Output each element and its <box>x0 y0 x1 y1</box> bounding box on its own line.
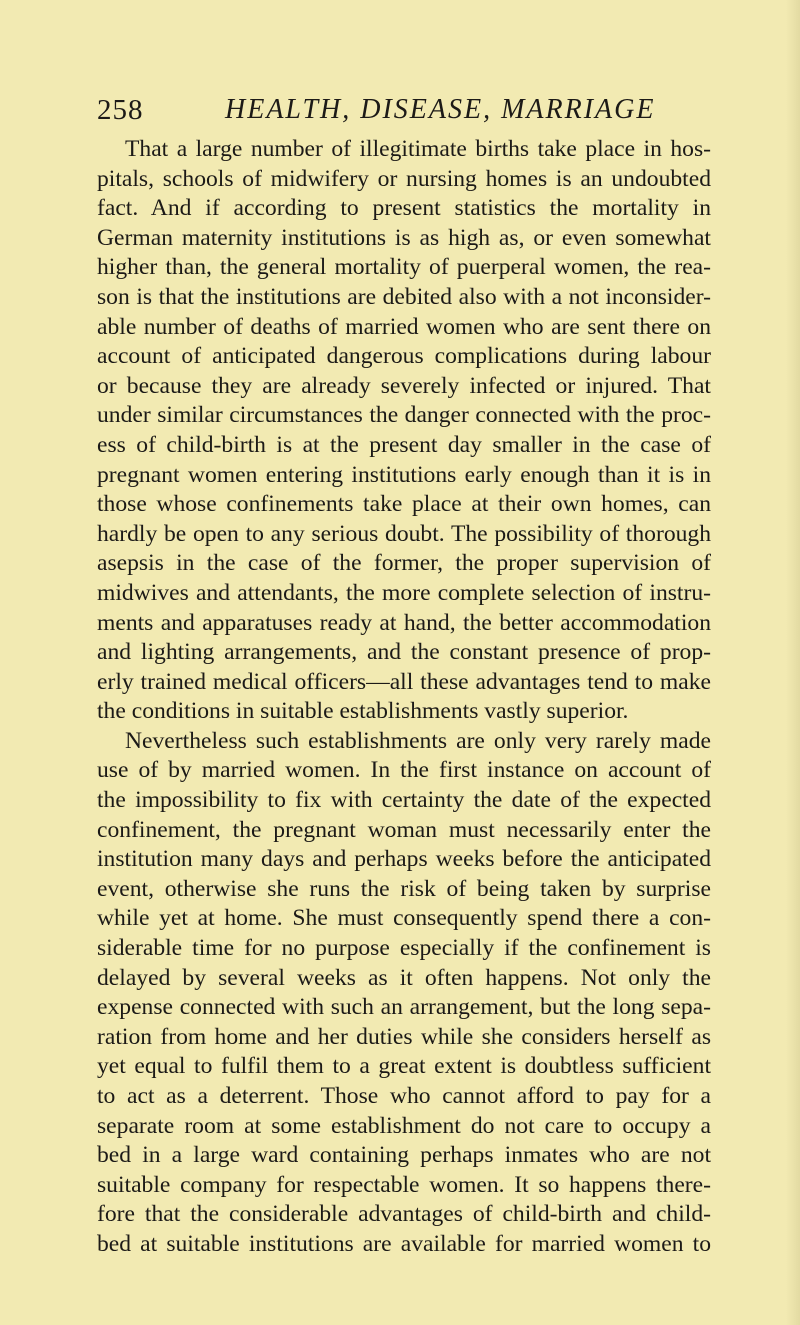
body-text <box>97 135 711 1260</box>
text-line: fact. And if according to present statistics the mortality in <box>97 195 711 222</box>
text-line: confinement, the pregnant woman must necessarily enter the <box>97 816 711 843</box>
text-line: delayed by several weeks as it often happens. Not only the <box>97 964 711 991</box>
text-line: use of by married women. In the first instance on account of <box>97 757 711 784</box>
text-line: or because they are already severely infected or injured. That <box>97 372 711 399</box>
text-line: event, otherwise she runs the risk of being taken by surprise <box>97 875 711 902</box>
text-line: bed in a large ward containing perhaps inmates who are not <box>97 1142 711 1169</box>
text-line: hardly be open to any serious doubt. The possibility of thorough <box>97 520 711 547</box>
text-line: ration from home and her duties while she considers herself as <box>97 1023 711 1050</box>
text-line: bed at suitable institutions are available for married women to <box>97 1230 711 1257</box>
text-line: midwives and attendants, the more complete selection of instru- <box>97 579 711 606</box>
text-line: and lighting arrangements, and the constant presence of prop- <box>97 639 711 666</box>
text-line: to act as a deterrent. Those who cannot afford to pay for a <box>97 1083 711 1109</box>
page-edge-shadow <box>786 0 800 1325</box>
text-line: those whose confinements take place at their own homes, can <box>97 491 711 518</box>
paragraph <box>97 135 711 727</box>
page-number: 258 <box>97 94 144 126</box>
text-line: siderable time for no purpose especially if the confinement is <box>97 935 711 962</box>
running-title: HEALTH, DISEASE, MARRIAGE <box>225 94 656 125</box>
text-line: account of anticipated dangerous complications during labour <box>97 343 711 370</box>
text-line: separate room at some establishment do not care to occupy a <box>97 1112 711 1139</box>
text-line: able number of deaths of married women who are sent there on <box>97 313 711 340</box>
text-line: erly trained medical officers—all these advantages tend to make <box>97 668 711 695</box>
text-line: That a large number of illegitimate births take place in hos- <box>125 136 711 162</box>
text-line: expense connected with such an arrangement, but the long sepa- <box>97 994 711 1021</box>
text-line: ess of child-birth is at the present day smaller in the case of <box>97 431 711 458</box>
text-line: the impossibility to fix with certainty the date of the expected <box>97 787 711 814</box>
text-line: pitals, schools of midwifery or nursing homes is an undoubted <box>97 165 711 192</box>
text-line: fore that the considerable advantages of child-birth and child- <box>97 1201 711 1228</box>
text-line: yet equal to fulfil them to a great extent is doubtless sufficient <box>97 1053 711 1080</box>
running-head <box>97 90 657 130</box>
text-line: higher than, the general mortality of puerperal women, the rea- <box>97 254 711 281</box>
text-line: suitable company for respectable women. It so happens there- <box>97 1171 711 1198</box>
text-line: pregnant women entering institutions early enough than it is in <box>97 461 711 488</box>
text-line: the conditions in suitable establishments vastly superior. <box>97 698 629 725</box>
text-line: institution many days and perhaps weeks before the anticipated <box>97 846 711 873</box>
text-line: son is that the institutions are debited also with a not inconsider- <box>97 283 711 310</box>
text-line: Nevertheless such establishments are only very rarely made <box>125 727 711 754</box>
text-line: asepsis in the case of the former, the proper supervision of <box>97 550 711 577</box>
text-line: under similar circumstances the danger connected with the proc- <box>97 402 711 429</box>
paragraph <box>97 727 711 1260</box>
text-line: German maternity institutions is as high as, or even somewhat <box>97 224 711 251</box>
text-line: ments and apparatuses ready at hand, the better accommodation <box>97 609 711 636</box>
text-line: while yet at home. She must consequently spend there a con- <box>97 905 711 932</box>
